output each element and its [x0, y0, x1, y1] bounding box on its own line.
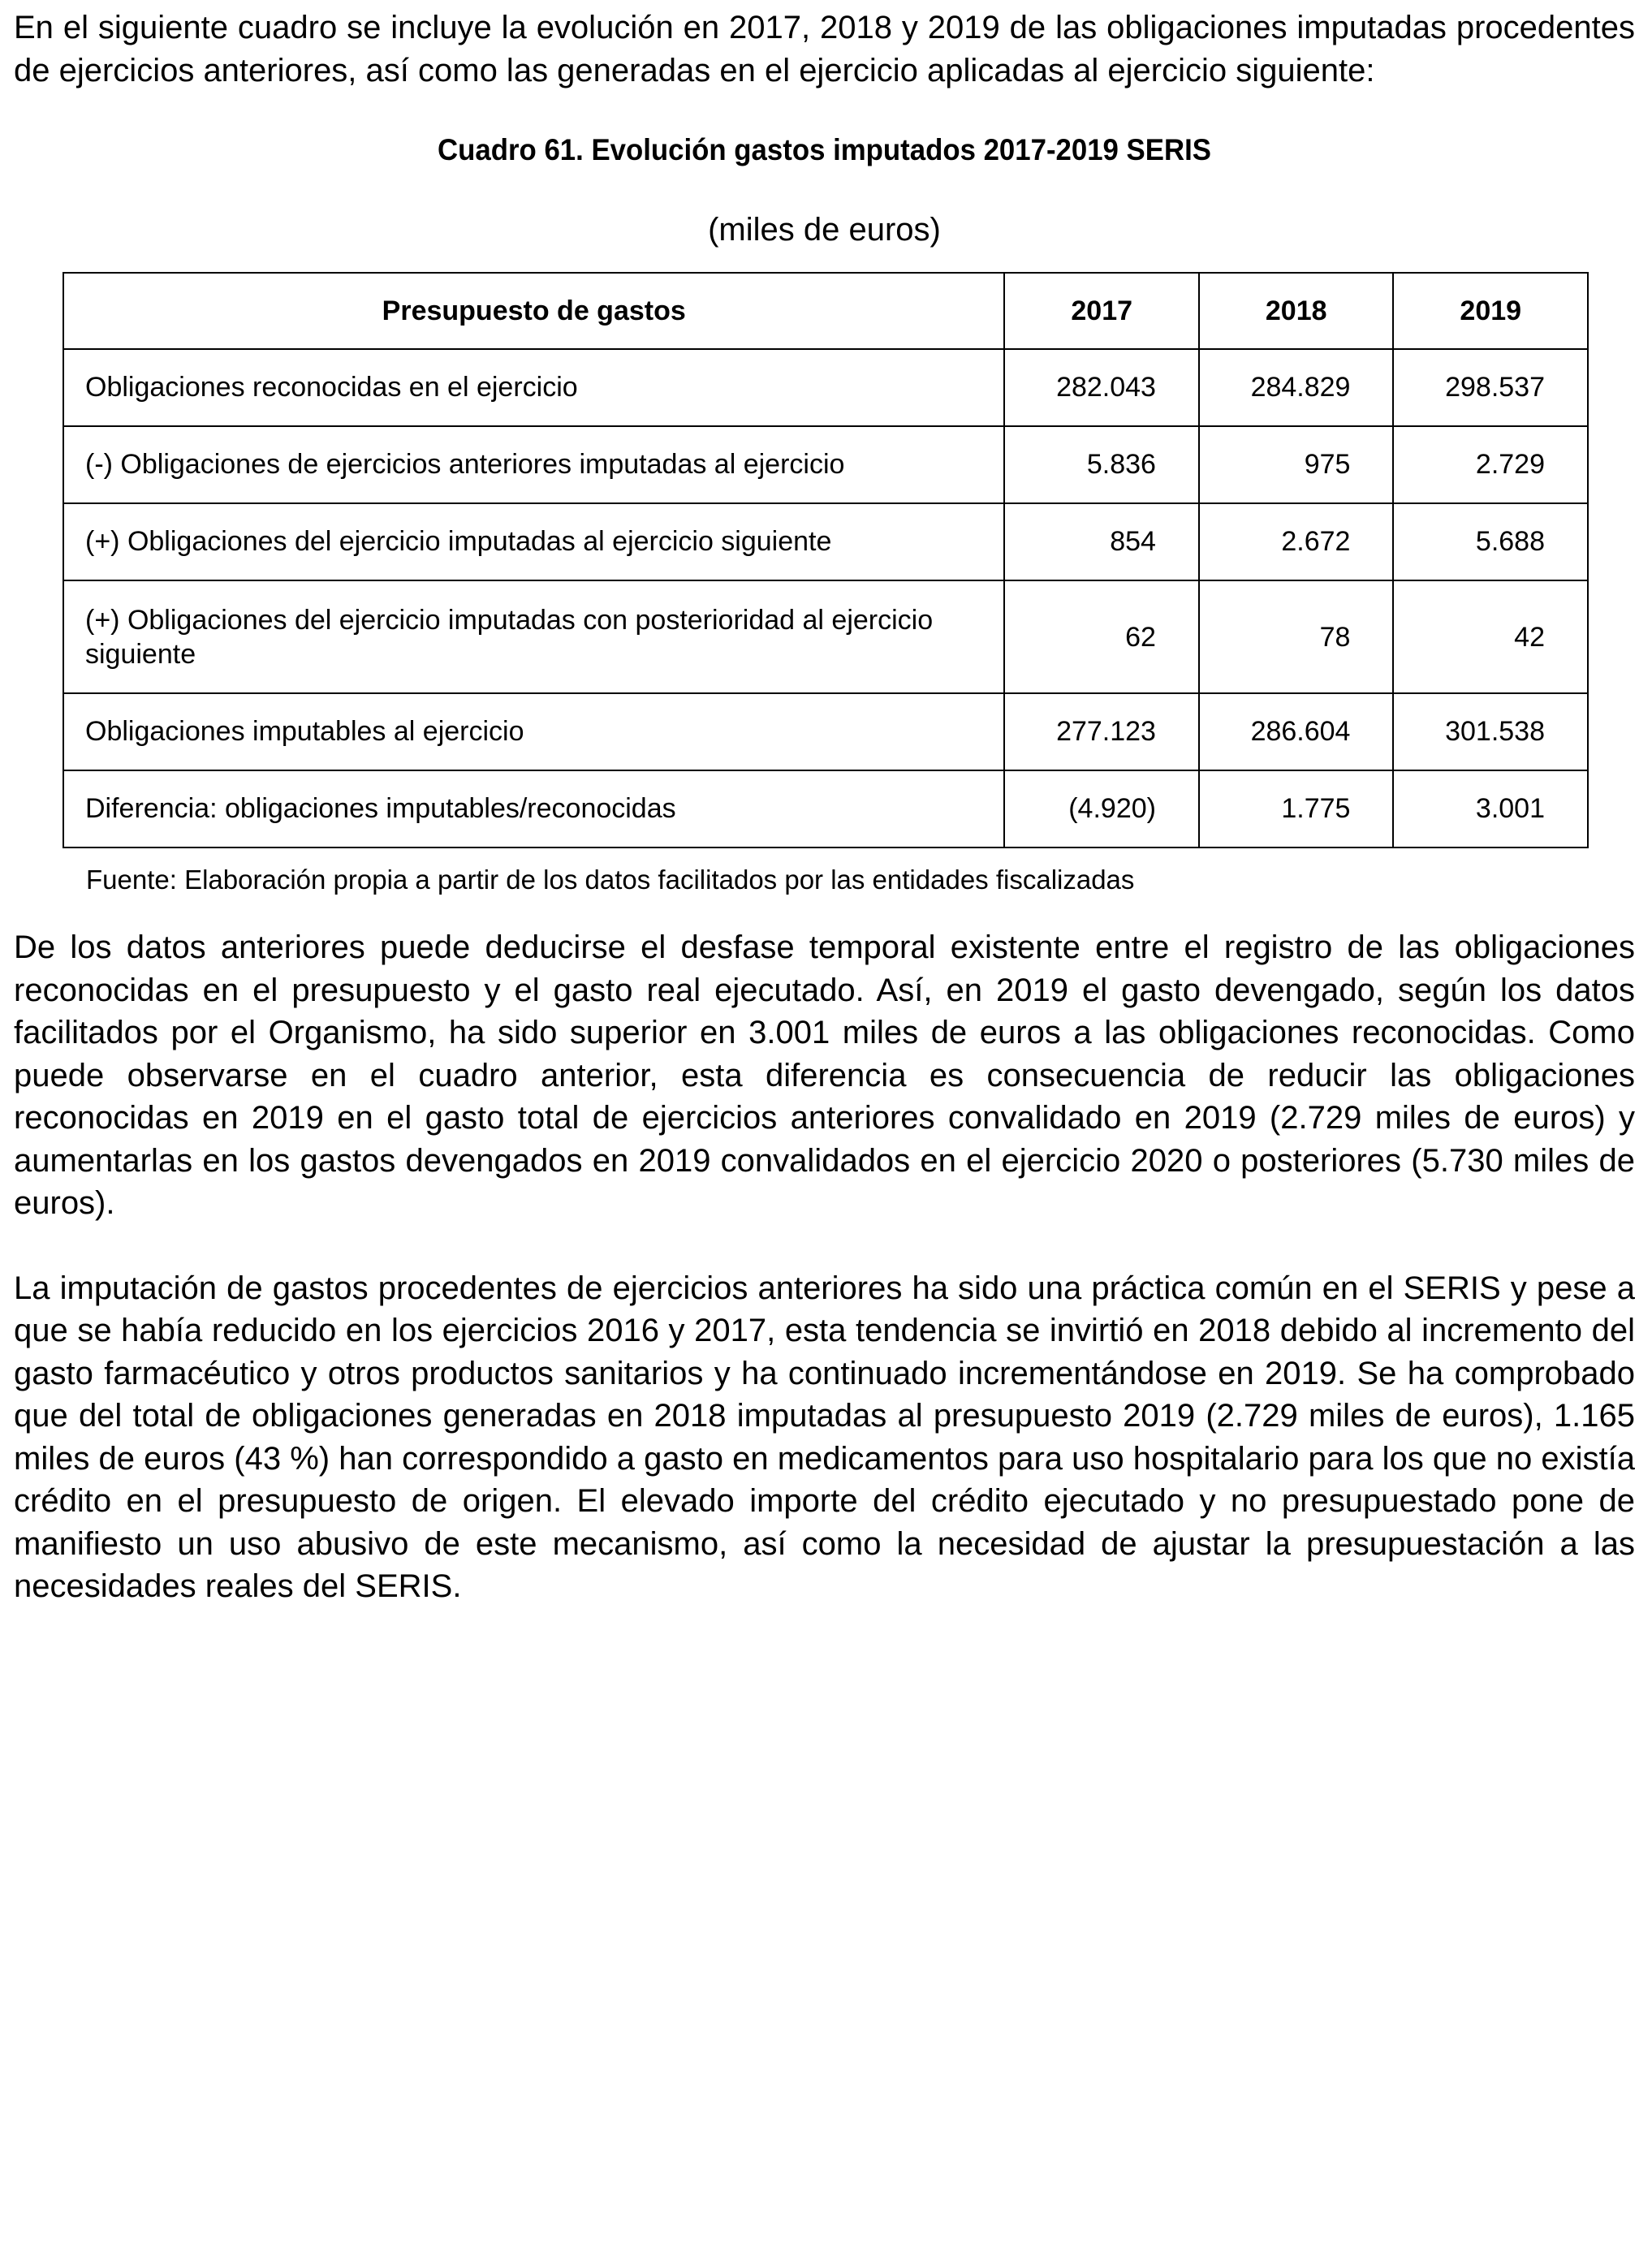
cell-value: 2.729	[1393, 426, 1588, 503]
cell-value: (4.920)	[1004, 770, 1199, 847]
table-header-row	[63, 273, 1588, 349]
row-label: (-) Obligaciones de ejercicios anteriores imputadas al ejercicio	[63, 426, 1004, 503]
document-page	[14, 6, 1635, 1608]
cell-value: 5.688	[1393, 503, 1588, 580]
header-year-2019: 2019	[1393, 273, 1588, 349]
cell-value: 286.604	[1199, 693, 1394, 770]
intro-paragraph: En el siguiente cuadro se incluye la evolución en 2017, 2018 y 2019 de las obligaciones imputadas procedentes de ejercicios anteriores, así como las generadas en el ejercicio aplicadas al ejercicio siguiente:	[14, 10, 1635, 88]
cell-value: 78	[1199, 580, 1394, 693]
analysis-paragraph-2: La imputación de gastos procedentes de ejercicios anteriores ha sido una práctica común en el SERIS y pese a que se había reducido en los ejercicios 2016 y 2017, esta tendencia se invirtió en 2018 debido al incremento del gasto farmacéutico y otros productos sanitarios y ha continuado incrementándose en 2019. Se ha comprobado que del total de obligaciones generadas en 2018 imputadas al presupuesto 2019 (2.729 miles de euros), 1.165 miles de euros (43 %) han correspondido a gasto en medicamentos para uso hospitalario para los que no existía crédito en el presupuesto de origen. El elevado importe del crédito ejecutado y no presupuestado pone de manifiesto un uso abusivo de este mecanismo, así como la necesidad de ajustar la presupuestación a las necesidades reales del SERIS.	[14, 1270, 1635, 1604]
cell-value: 42	[1393, 580, 1588, 693]
table-row	[63, 580, 1588, 693]
row-label: (+) Obligaciones del ejercicio imputadas con posterioridad al ejercicio siguiente	[63, 580, 1004, 693]
row-label: (+) Obligaciones del ejercicio imputadas al ejercicio siguiente	[63, 503, 1004, 580]
source-note: Fuente: Elaboración propia a partir de los datos facilitados por las entidades fiscalizadas	[86, 865, 1135, 895]
row-label: Obligaciones reconocidas en el ejercicio	[63, 349, 1004, 426]
cell-value: 854	[1004, 503, 1199, 580]
cell-value: 62	[1004, 580, 1199, 693]
table-row	[63, 770, 1588, 847]
row-label: Obligaciones imputables al ejercicio	[63, 693, 1004, 770]
analysis-paragraph-1: De los datos anteriores puede deducirse el desfase temporal existente entre el registro de las obligaciones reconocidas en el presupuesto y el gasto real ejecutado. Así, en 2019 el gasto devengado, según los datos facilitados por el Organismo, ha sido superior en 3.001 miles de euros a las obligaciones reconocidas. Como puede observarse en el cuadro anterior, esta diferencia es consecuencia de reducir las obligaciones reconocidas en 2019 en el gasto total de ejercicios anteriores convalidado en 2019 (2.729 miles de euros) y aumentarlas en los gastos devengados en 2019 convalidados en el ejercicio 2020 o posteriores (5.730 miles de euros).	[14, 929, 1635, 1221]
cell-value: 3.001	[1393, 770, 1588, 847]
table-caption-unit: (miles de euros)	[708, 212, 941, 248]
cell-value: 5.836	[1004, 426, 1199, 503]
cell-value: 298.537	[1393, 349, 1588, 426]
header-label: Presupuesto de gastos	[63, 273, 1004, 349]
cell-value: 301.538	[1393, 693, 1588, 770]
cell-value: 2.672	[1199, 503, 1394, 580]
cell-value: 282.043	[1004, 349, 1199, 426]
header-year-2018: 2018	[1199, 273, 1394, 349]
cell-value: 277.123	[1004, 693, 1199, 770]
table-caption-title: Cuadro 61. Evolución gastos imputados 2017-2019 SERIS	[438, 133, 1211, 166]
table-row	[63, 349, 1588, 426]
table-row	[63, 503, 1588, 580]
expenses-table	[63, 272, 1589, 848]
cell-value: 975	[1199, 426, 1394, 503]
cell-value: 1.775	[1199, 770, 1394, 847]
table-row	[63, 693, 1588, 770]
row-label: Diferencia: obligaciones imputables/reconocidas	[63, 770, 1004, 847]
header-year-2017: 2017	[1004, 273, 1199, 349]
cell-value: 284.829	[1199, 349, 1394, 426]
table-row	[63, 426, 1588, 503]
